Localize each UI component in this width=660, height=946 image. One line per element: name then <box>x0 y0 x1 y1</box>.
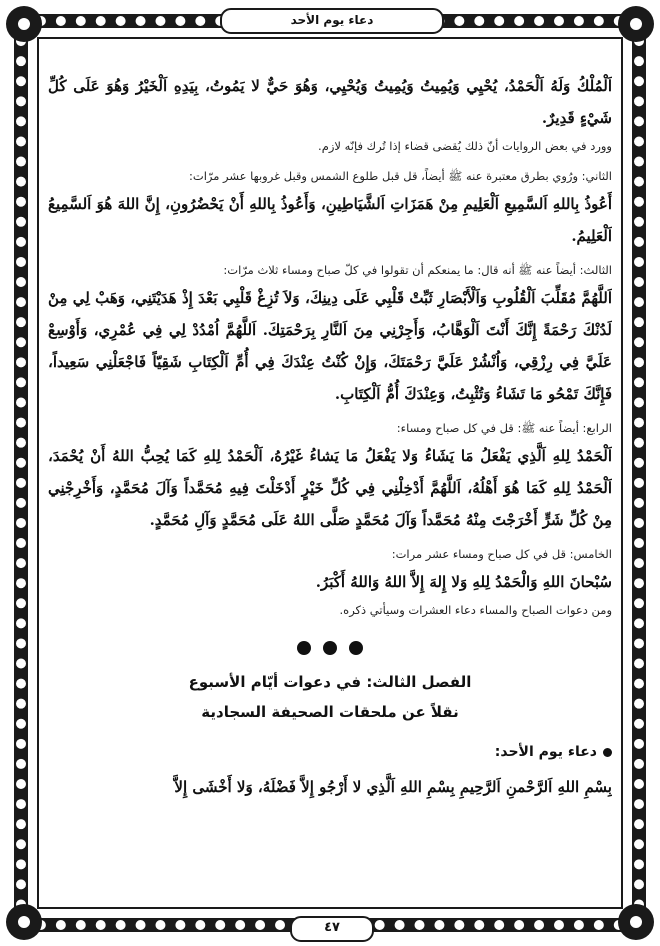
page-body <box>48 70 612 910</box>
prayer-text-5: سُبْحانَ اللهِ وَالْحَمْدُ لِلهِ وَلا إِلهَ إِلاَّ اللهُ وَاللهُ أَكْبَرُ. <box>315 573 612 591</box>
item-4-intro: الرابع: أيضاً عنه ﷺ: قل في كل صباح ومساء: <box>396 421 612 435</box>
note-1: وورد في بعض الروايات أنّ ذلك يُقضى قضاء إذا تُرك فإنّه لازم. <box>318 139 612 153</box>
divider-dot-icon <box>297 641 311 655</box>
corner-ornament-top-right <box>618 6 654 42</box>
prayer-text-4: اَلْحَمْدُ لِلهِ اَلَّذِي يَفْعَلُ مَا يَشَاءُ وَلا يَفْعَلُ مَا يَشاءُ غَيْرُهُ، اَلْحَمْدُ لِلهِ كَمَا يُحِبُّ اللهُ أَنْ يُحْمَدَ، اَلْحَمْدُ لِلهِ كَمَا هُوَ أَهْلُهُ، اَللَّهُمَّ أَدْخِلْنِي فِي كُلِّ خَيْرٍ أَدْخَلْتَ فِيهِ مُحَمَّداً وَآلَ مُحَمَّدٍ، وَأَخْرِجْنِي مِنْ كُلِّ شَرٍّ أَخْرَجْتَ مِنْهُ مُحَمَّداً وَآلَ مُحَمَّدٍ صَلَّى اللهُ عَلَى مُحَمَّدٍ وَآلِ مُحَمَّدٍ. <box>48 447 612 529</box>
section-heading-label: دعاء يوم الأحد: <box>494 744 597 760</box>
corner-ornament-bottom-right <box>618 904 654 940</box>
prayer-text-1: اَلْمُلْكُ وَلَهُ اَلْحَمْدُ، يُحْيِي وَيُمِيتُ وَيُمِيتُ وَيُحْيِي، وَهُوَ حَيٌّ لا يَمُوتُ، بِيَدِهِ اَلْخَيْرُ وَهُوَ عَلَى كُلِّ شَيْءٍ قَدِيرٌ. <box>48 77 612 127</box>
running-header: دعاء يوم الأحد <box>220 8 444 34</box>
corner-ornament-top-left <box>6 6 42 42</box>
prayer-text-2: أَعُوذُ بِاللهِ اَلسَّمِيعِ اَلْعَلِيمِ مِنْ هَمَزَاتِ اَلشَّيَاطِينِ، وَأَعُوذُ بِاللهِ أَنْ يَحْضُرُونِ، إِنَّ اللهَ هُوَ اَلسَّمِيعُ اَلْعَلِيمُ. <box>48 195 612 245</box>
section-heading <box>48 737 612 767</box>
chapter-title: الفصل الثالث: في دعوات أيّام الأسبوع <box>188 673 472 691</box>
item-5-intro: الخامس: قل في كل صباح ومساء عشر مرات: <box>391 547 612 561</box>
sunday-prayer-text: بِسْمِ اللهِ اَلرَّحْمنِ اَلرَّحِيمِ بِسْمِ اللهِ اَلَّذِي لا أَرْجُو إِلاَّ فَضْلَهُ، وَلا أَخْشَى إِلاَّ <box>174 778 612 796</box>
corner-ornament-bottom-left <box>6 904 42 940</box>
chapter-subtitle: نقلاً عن ملحقات الصحيفة السجادية <box>201 703 459 721</box>
item-5-tail: ومن دعوات الصباح والمساء دعاء العشرات وسيأتي ذكره. <box>339 603 612 617</box>
divider-dot-icon <box>323 641 337 655</box>
prayer-text-3: اَللَّهُمَّ مُقَلِّبَ اَلْقُلُوبِ وَاَلْأَبْصَارِ ثَبِّتْ قَلْبِي عَلَى دِينِكَ، وَلاَ تُزِغْ قَلْبِي بَعْدَ إِذْ هَدَيْتَنِي، وَهَبْ لِي مِنْ لَدُنْكَ رَحْمَةً إِنَّكَ أَنْتَ اَلْوَهَّابُ، وَأَجِرْنِي مِنَ اَلنَّارِ بِرَحْمَتِكَ. اَللَّهُمَّ اُمْدُدْ لِي فِي عُمْرِي، وَأَوْسِعْ عَلَيَّ فِي رِزْقِي، وَاُنْشُرْ عَلَيَّ رَحْمَتَكَ، وَإِنْ كُنْتُ عِنْدَكَ فِي أُمِّ اَلْكِتَابِ شَقِيّاً فَاجْعَلْنِي سَعِيداً، فَإِنَّكَ تَمْحُو مَا تَشَاءُ وَتُثْبِتُ، وَعِنْدَكَ أُمُّ اَلْكِتَابِ. <box>48 289 612 403</box>
divider-dot-icon <box>349 641 363 655</box>
item-3-intro: الثالث: أيضاً عنه ﷺ أنه قال: ما يمنعكم أن تقولوا في كلّ صباح ومساء ثلاث مرّات: <box>223 263 612 277</box>
item-2-intro: الثاني: ورُوي بطرق معتبرة عنه ﷺ أيضاً، قل قبل طلوع الشمس وقبل غروبها عشر مرّات: <box>189 169 612 183</box>
section-divider <box>48 640 612 659</box>
page-number: ٤٧ <box>290 916 374 942</box>
bullet-icon <box>603 748 612 757</box>
